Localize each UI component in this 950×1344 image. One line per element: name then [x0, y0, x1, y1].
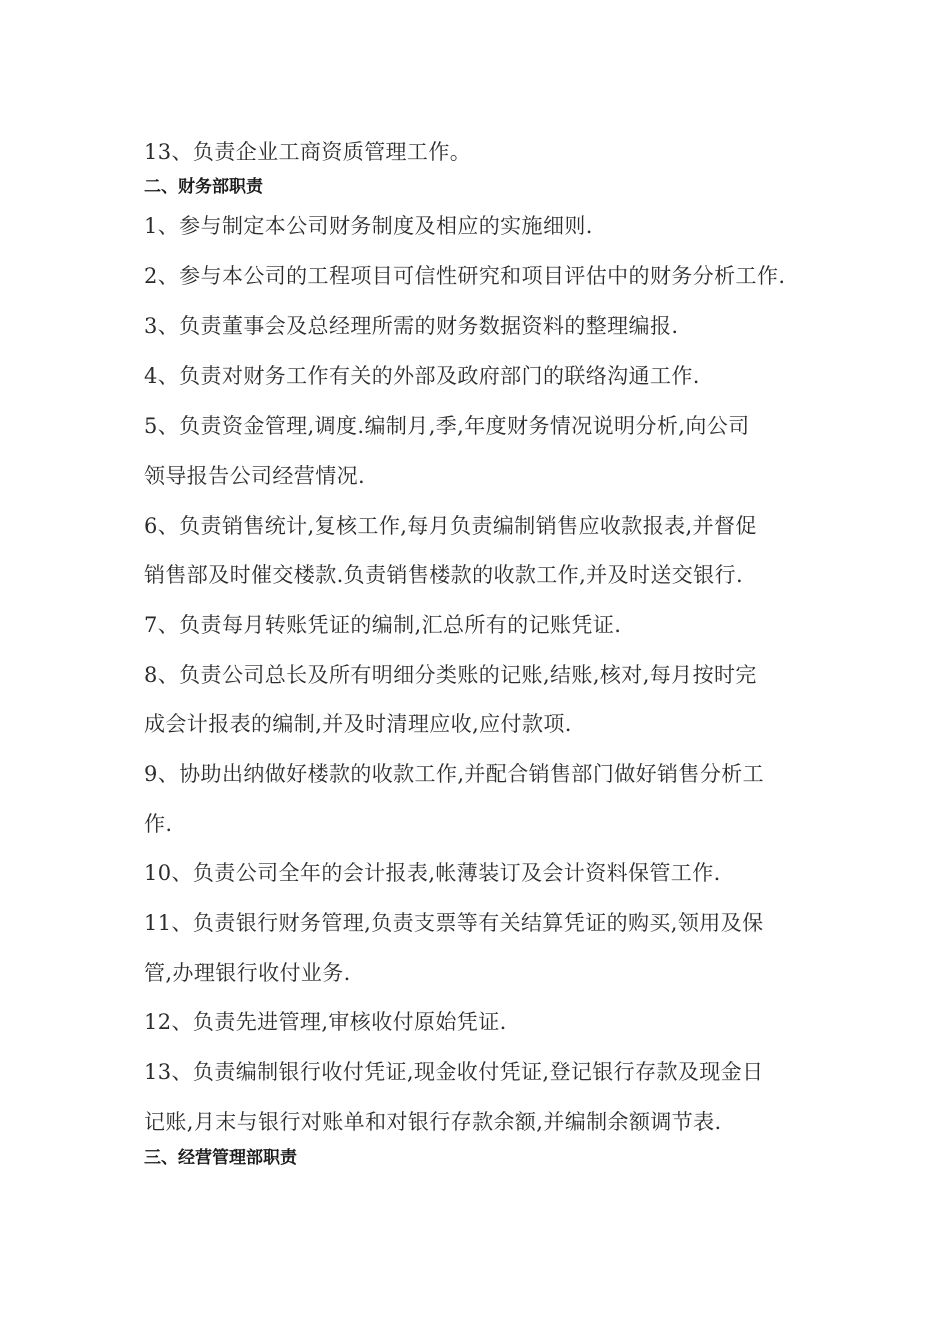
paragraph-line: 13、负责编制银行收付凭证,现金收付凭证,登记银行存款及现金日	[144, 1060, 764, 1084]
paragraph-line: 4、负责对财务工作有关的外部及政府部门的联络沟通工作.	[144, 364, 700, 388]
paragraph-line: 领导报告公司经营情况.	[144, 464, 366, 488]
paragraph-line: 销售部及时催交楼款.负责销售楼款的收款工作,并及时送交银行.	[144, 563, 744, 587]
paragraph-line: 3、负责董事会及总经理所需的财务数据资料的整理编报.	[144, 314, 679, 338]
paragraph-line: 8、负责公司总长及所有明细分类账的记账,结账,核对,每月按时完	[144, 663, 757, 687]
paragraph-line: 11、负责银行财务管理,负责支票等有关结算凭证的购买,领用及保	[144, 911, 764, 935]
paragraph-line: 作.	[144, 812, 173, 836]
paragraph-line: 12、负责先进管理,审核收付原始凭证.	[144, 1010, 507, 1034]
paragraph-line: 2、参与本公司的工程项目可信性研究和项目评估中的财务分析工作.	[144, 264, 786, 288]
paragraph-line: 9、协助出纳做好楼款的收款工作,并配合销售部门做好销售分析工	[144, 762, 765, 786]
section-heading: 三、经营管理部职责	[144, 1148, 297, 1168]
paragraph-line: 5、负责资金管理,调度.编制月,季,年度财务情况说明分析,向公司	[144, 414, 750, 438]
paragraph-line: 7、负责每月转账凭证的编制,汇总所有的记账凭证.	[144, 613, 622, 637]
paragraph-line: 1、参与制定本公司财务制度及相应的实施细则.	[144, 214, 593, 238]
paragraph-line: 10、负责公司全年的会计报表,帐薄装订及会计资料保管工作.	[144, 861, 721, 885]
paragraph-line: 成会计报表的编制,并及时清理应收,应付款项.	[144, 712, 572, 736]
paragraph-line: 管,办理银行收付业务.	[144, 961, 351, 985]
paragraph-line: 13、负责企业工商资质管理工作。	[144, 140, 472, 164]
paragraph-line: 记账,月末与银行对账单和对银行存款余额,并编制余额调节表.	[144, 1110, 722, 1134]
section-heading: 二、财务部职责	[144, 177, 263, 197]
paragraph-line: 6、负责销售统计,复核工作,每月负责编制销售应收款报表,并督促	[144, 514, 757, 538]
